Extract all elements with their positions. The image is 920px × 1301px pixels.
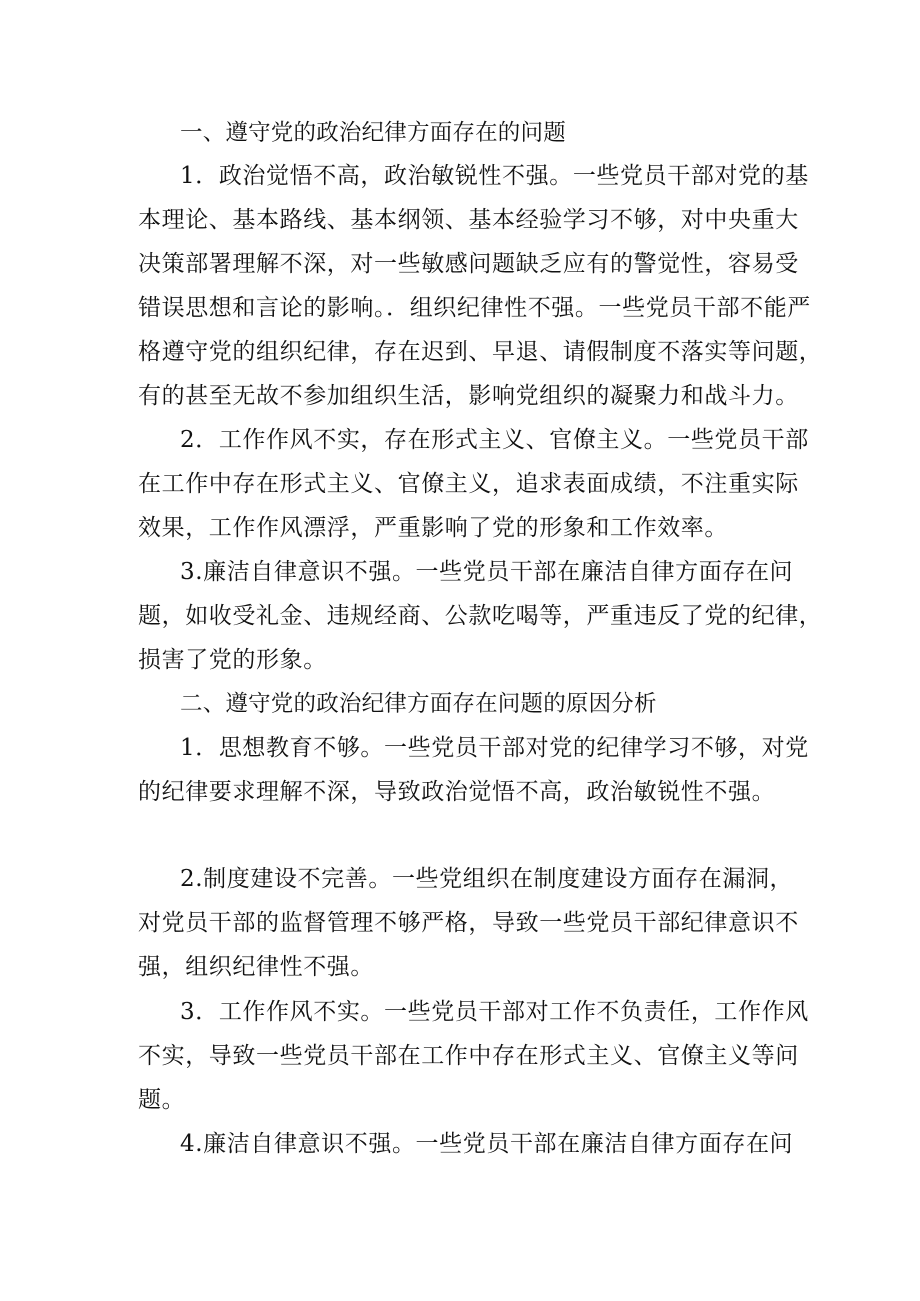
- paragraph-line: 对党员干部的监督管理不够严格，导致一些党员干部纪律意识不: [138, 910, 799, 936]
- paragraph-line: 强，组织纪律性不强。: [138, 954, 374, 980]
- paragraph-line: 错误思想和言论的影响。．组织纪律性不强。一些党员干部不能严: [138, 295, 811, 321]
- paragraph-line: 有的甚至无故不参加组织生活，影响党组织的凝聚力和战斗力。: [138, 383, 799, 409]
- paragraph-line: 3．工作作风不实。一些党员干部对工作不负责任，工作作风: [180, 999, 809, 1025]
- section-heading-1: 一、遵守党的政治纪律方面存在的问题: [180, 120, 566, 146]
- paragraph-line: 的纪律要求理解不深，导致政治觉悟不高，政治敏锐性不强。: [138, 779, 776, 805]
- paragraph-line: 1．思想教育不够。一些党员干部对党的纪律学习不够，对党: [180, 735, 809, 761]
- paragraph-line: 4.廉洁自律意识不强。一些党员干部在廉洁自律方面存在问: [180, 1131, 794, 1157]
- paragraph-line: 1．政治觉悟不高，政治敏锐性不强。一些党员干部对党的基: [180, 163, 809, 189]
- paragraph-line: 不实，导致一些党员干部在工作中存在形式主义、官僚主义等问: [138, 1043, 799, 1069]
- paragraph-line: 在工作中存在形式主义、官僚主义，追求表面成绩，不注重实际: [138, 471, 799, 497]
- section-heading-2: 二、遵守党的政治纪律方面存在问题的原因分析: [180, 691, 657, 717]
- paragraph-line: 损害了党的形象。: [138, 647, 327, 673]
- paragraph-line: 题，如收受礼金、违规经商、公款吃喝等，严重违反了党的纪律，: [138, 603, 823, 629]
- paragraph-line: 2.制度建设不完善。一些党组织在制度建设方面存在漏洞，: [180, 866, 794, 892]
- paragraph-line: 格遵守党的组织纪律，存在迟到、早退、请假制度不落实等问题，: [138, 339, 823, 365]
- paragraph-line: 效果，工作作风漂浮，严重影响了党的形象和工作效率。: [138, 515, 728, 541]
- paragraph-line: 3.廉洁自律意识不强。一些党员干部在廉洁自律方面存在问: [180, 559, 794, 585]
- paragraph-line: 题。: [138, 1087, 186, 1113]
- paragraph-line: 决策部署理解不深，对一些敏感问题缺乏应有的警觉性，容易受: [138, 251, 799, 277]
- paragraph-line: 2．工作作风不实，存在形式主义、官僚主义。一些党员干部: [180, 427, 809, 453]
- paragraph-line: 本理论、基本路线、基本纲领、基本经验学习不够，对中央重大: [138, 207, 799, 233]
